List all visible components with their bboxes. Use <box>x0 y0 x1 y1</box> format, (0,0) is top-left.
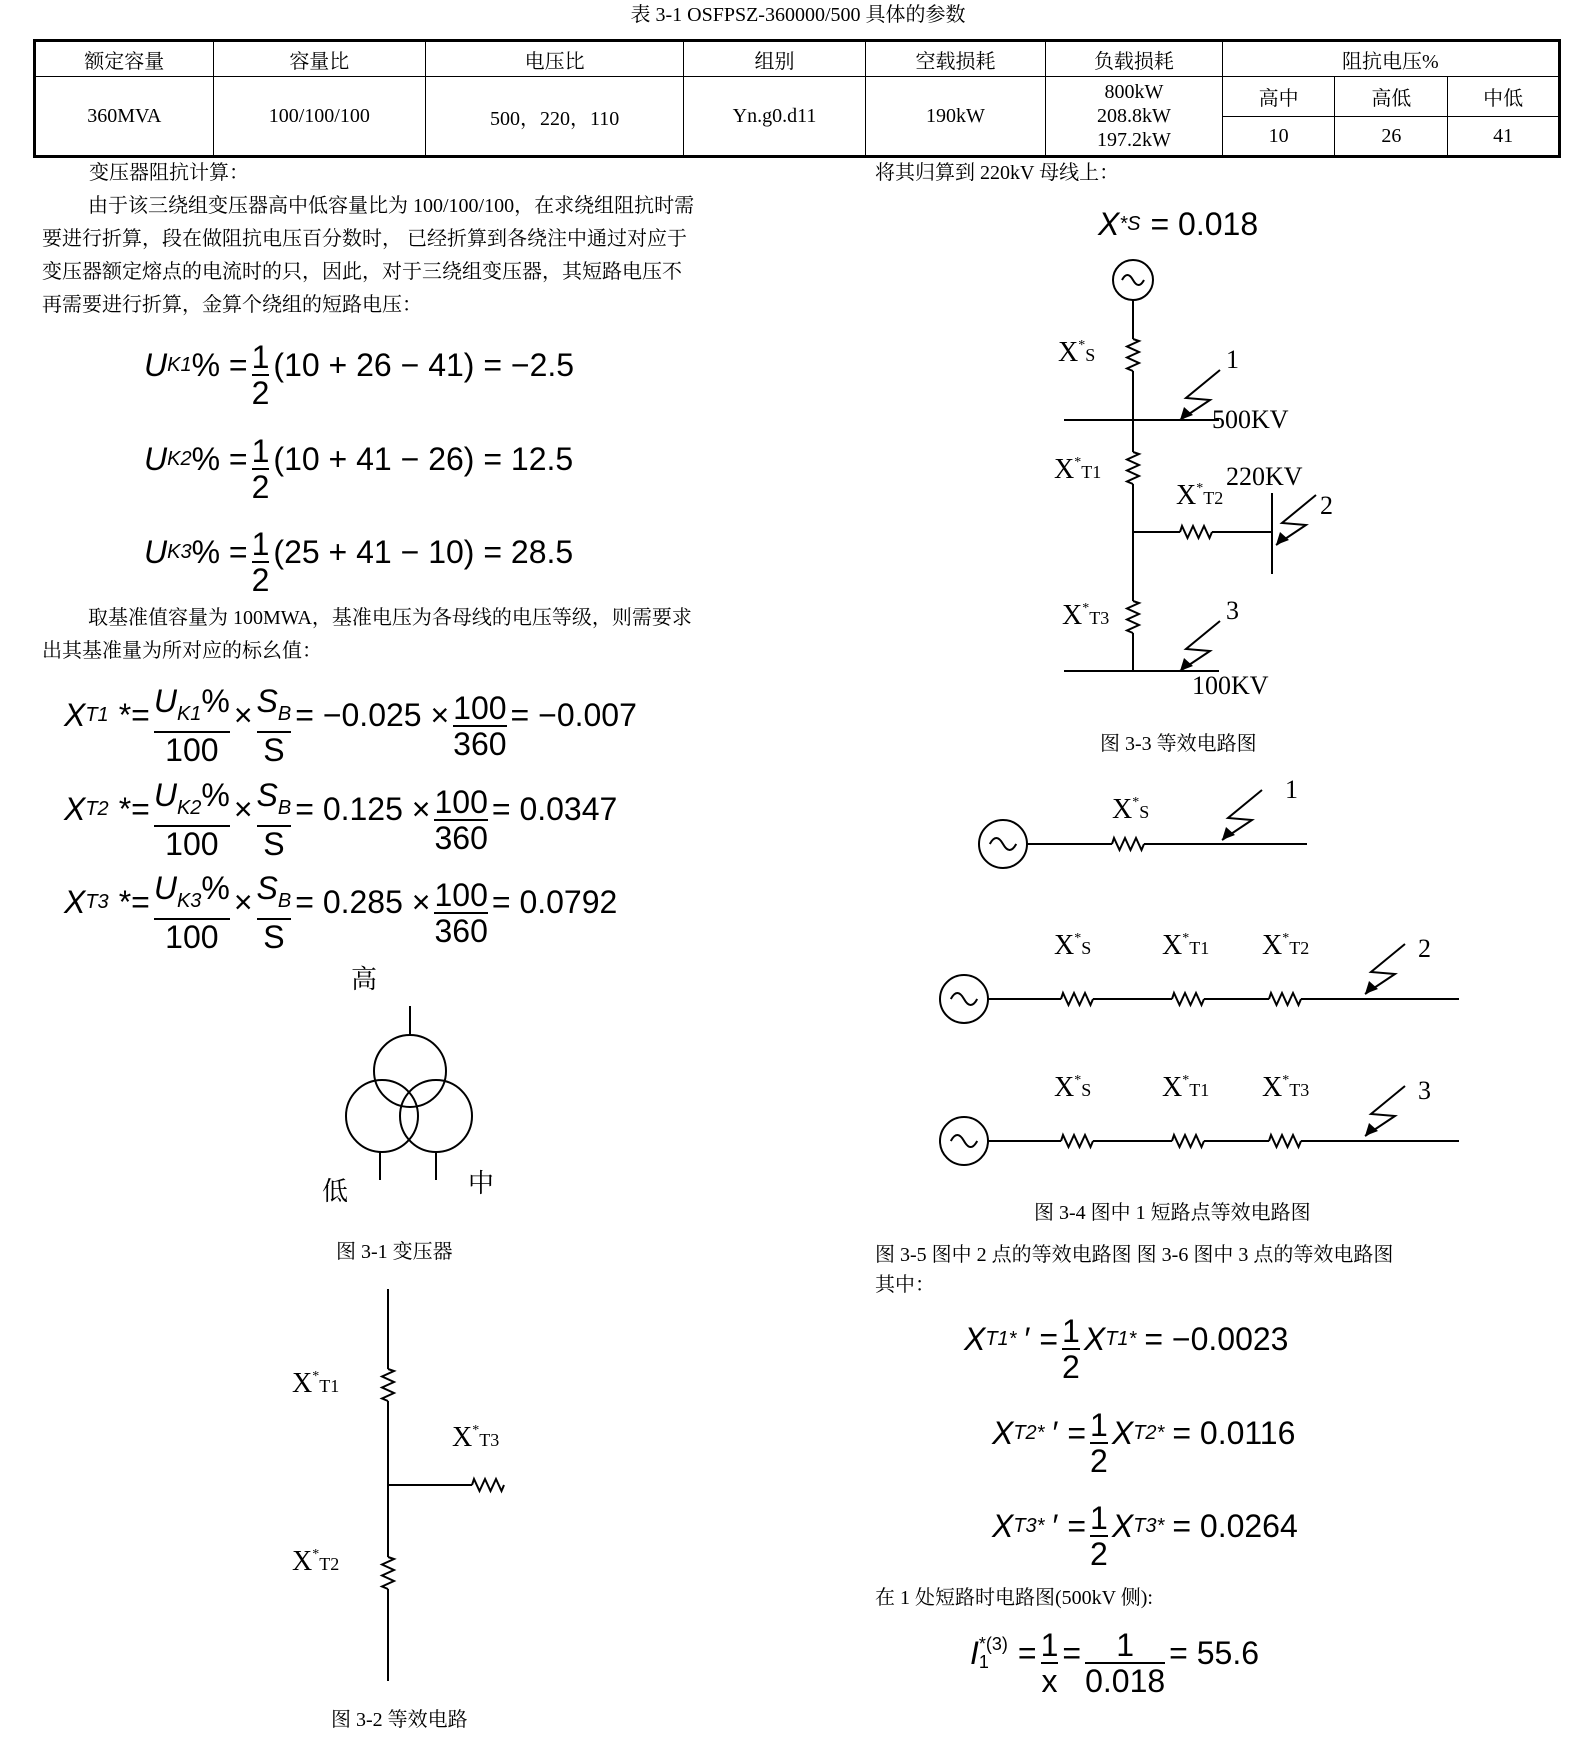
formula-uk1: U K1 % = 1 2 (10 + 26 − 41) = −2.5 <box>144 339 575 411</box>
bus-500kv: 500KV <box>1212 405 1289 434</box>
th: 电压比 <box>426 41 684 77</box>
load-loss: 800kW <box>1104 81 1164 103</box>
th: 负载损耗 <box>1046 41 1223 77</box>
cell: 10 <box>1222 117 1335 157</box>
label-low: 低 <box>322 1177 349 1206</box>
resistor-icon <box>1061 993 1093 1005</box>
arrowhead-icon <box>1276 532 1289 545</box>
x-label: $X^*_{T3}$ <box>1262 1072 1310 1103</box>
arrowhead-icon <box>1180 407 1193 420</box>
point-1: 1 <box>1226 345 1239 374</box>
formula-xt1: X T1 *= $U_{K1}\%$ 100 × $S_B$ S = −0.025 × 100 360 = −0.007 <box>64 683 637 768</box>
resistor-icon <box>472 1479 504 1491</box>
resistor-icon <box>1269 1135 1301 1147</box>
point-2: 2 <box>1418 934 1431 963</box>
point-1: 1 <box>1285 775 1298 804</box>
th: 空载损耗 <box>865 41 1045 77</box>
x-label: $X^*_S$ <box>1058 337 1096 368</box>
th: 容量比 <box>213 41 425 77</box>
formula-uk2: U K2 % = 1 2 (10 + 41 − 26) = 12.5 <box>144 433 574 505</box>
resistor-icon <box>1269 993 1301 1005</box>
line: 变压器额定熔点的电流时的只，因此，对于三绕组变压器，其短路电压不 <box>42 261 682 283</box>
line: 再需要进行折算，金算个绕组的短路电压： <box>42 294 422 316</box>
resistor-icon <box>382 1369 394 1401</box>
figure-caption: 图 3-1 变压器 <box>336 1241 453 1263</box>
label-mid: 中 <box>468 1169 495 1198</box>
bus-100kv: 100KV <box>1192 671 1269 700</box>
sine-icon <box>951 993 977 1005</box>
th: 阻抗电压% <box>1222 41 1559 77</box>
resistor-icon <box>1112 838 1144 850</box>
resistor-icon <box>1172 993 1204 1005</box>
figure-caption: 图 3-5 图中 2 点的等效电路图 图 3-6 图中 3 点的等效电路图 <box>875 1244 1394 1266</box>
x-label: $X^*_{T1}$ <box>292 1368 340 1399</box>
figure-caption: 图 3-2 等效电路 <box>331 1709 468 1731</box>
section-heading: 变压器阻抗计算： <box>89 162 249 184</box>
figure-caption: 图 3-4 图中 1 短路点等效电路图 <box>1034 1202 1311 1224</box>
formula-xt3: X T3 *= $U_{K3}\%$ 100 × $S_B$ S = 0.285 × 100 360 = 0.0792 <box>64 870 618 955</box>
winding-circle <box>374 1035 446 1107</box>
cell: 26 <box>1335 117 1448 157</box>
x-label: $X^*_{T1}$ <box>1054 454 1102 485</box>
arrowhead-icon <box>1222 827 1235 840</box>
resistor-icon <box>1127 601 1139 633</box>
point-3: 3 <box>1418 1076 1431 1105</box>
cell: 100/100/100 <box>213 77 425 157</box>
resistor-icon <box>1127 452 1139 484</box>
text: 其中： <box>875 1274 935 1296</box>
resistor-icon <box>1180 526 1212 538</box>
x-label: $X^*_{T3}$ <box>452 1422 500 1453</box>
cell: 360MVA <box>35 77 214 157</box>
bus-220kv: 220KV <box>1226 462 1303 491</box>
x-label: $X^*_{T2}$ <box>1262 930 1310 961</box>
text: 在 1 处短路时电路图(500kV 侧): <box>875 1587 1153 1609</box>
load-loss: 197.2kW <box>1097 129 1171 151</box>
formula-xt2-prime: X T2* ′ = 1 2 X T2* = 0.0116 <box>992 1407 1296 1479</box>
table-title: 表 3-1 OSFPSZ-360000/500 具体的参数 <box>630 4 966 26</box>
point-3: 3 <box>1226 596 1239 625</box>
cell: 190kW <box>865 77 1045 157</box>
x-label: $X^*_S$ <box>1112 794 1150 825</box>
cell: 高中 <box>1222 77 1335 117</box>
x-label: $X^*_S$ <box>1054 1072 1092 1103</box>
winding-circle <box>400 1080 472 1152</box>
cell: 高低 <box>1335 77 1448 117</box>
x-label: $X^*_{T2}$ <box>1176 480 1224 511</box>
resistor-icon <box>1172 1135 1204 1147</box>
line: 由于该三绕组变压器高中低容量比为 100/100/100，在求绕组阻抗时需 <box>88 195 695 217</box>
resistor-icon <box>1061 1135 1093 1147</box>
x-label: $X^*_{T1}$ <box>1162 1072 1210 1103</box>
x-label: $X^*_{T2}$ <box>292 1546 340 1577</box>
formula-xt3-prime: X T3* ′ = 1 2 X T3* = 0.0264 <box>992 1500 1298 1572</box>
formula-uk3: U K3 % = 1 2 (25 + 41 − 10) = 28.5 <box>144 526 574 598</box>
winding-circle <box>346 1080 418 1152</box>
resistor-icon <box>1127 339 1139 371</box>
x-label: $X^*_{T3}$ <box>1062 600 1110 631</box>
x-label: $X^*_{T1}$ <box>1162 930 1210 961</box>
cell: Yn.g0.d11 <box>684 77 866 157</box>
point-2: 2 <box>1320 491 1333 520</box>
arrowhead-icon <box>1365 1123 1378 1136</box>
sine-icon <box>1122 275 1144 285</box>
cell: 41 <box>1448 117 1560 157</box>
line: 要进行折算，段在做阻抗电压百分数时， 已经折算到各绕注中通过对应于 <box>42 228 687 250</box>
section-heading: 将其归算到 220kV 母线上： <box>875 162 1120 184</box>
cell: 500，220，110 <box>426 77 684 157</box>
line: 出其基准量为所对应的标幺值： <box>42 640 322 662</box>
sine-icon <box>990 838 1016 850</box>
th: 组别 <box>684 41 866 77</box>
sine-icon <box>951 1135 977 1147</box>
line: 取基准值容量为 100MWA，基准电压为各母线的电压等级，则需要求 <box>88 607 692 629</box>
x-label: $X^*_S$ <box>1054 930 1092 961</box>
formula-xt1-prime: X T1* ′ = 1 2 X T1* = −0.0023 <box>964 1313 1289 1385</box>
figure-caption: 图 3-3 等效电路图 <box>1100 733 1257 755</box>
formula-xt2: X T2 *= $U_{K2}\%$ 100 × $S_B$ S = 0.125 × 100 360 = 0.0347 <box>64 777 618 862</box>
th: 额定容量 <box>35 41 214 77</box>
load-loss: 208.8kW <box>1097 105 1171 127</box>
resistor-icon <box>382 1557 394 1589</box>
label-high: 高 <box>351 965 378 994</box>
formula-current: I *(3) 1 = 1 x = 1 0.018 = 55.6 <box>970 1627 1260 1699</box>
arrowhead-icon <box>1365 981 1378 994</box>
formula-xs: X *S = 0.018 <box>1098 206 1259 242</box>
arrowhead-icon <box>1180 658 1193 671</box>
cell: 中低 <box>1448 77 1560 117</box>
